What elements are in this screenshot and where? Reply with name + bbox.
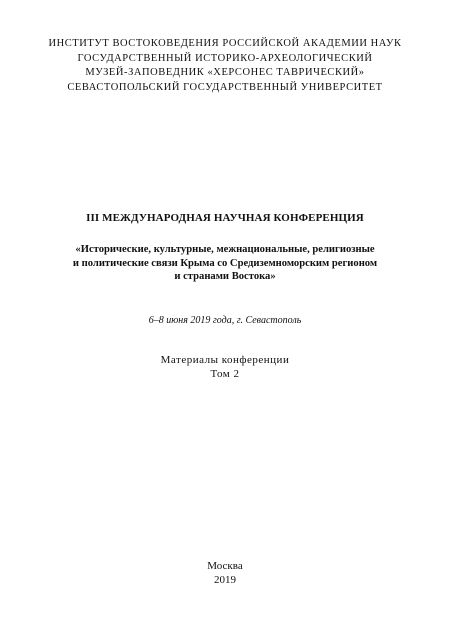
imprint-city: Москва [207, 560, 243, 572]
conference-title-line: и странами Востока» [174, 271, 276, 282]
imprint-year: 2019 [214, 574, 236, 586]
institutions-block [0, 37, 450, 95]
institution-line: МУЗЕЙ-ЗАПОВЕДНИК «ХЕРСОНЕС ТАВРИЧЕСКИЙ» [85, 67, 365, 78]
conference-title-line: и политические связи Крыма со Средиземноморским регионом [72, 257, 378, 269]
materials-label: Материалы конференции [160, 354, 290, 366]
institution-line: ГОСУДАРСТВЕННЫЙ ИСТОРИКО-АРХЕОЛОГИЧЕСКИЙ [77, 52, 373, 64]
conference-date-place: 6–8 июня 2019 года, г. Севастополь [148, 315, 302, 326]
institution-line: ИНСТИТУТ ВОСТОКОВЕДЕНИЯ РОССИЙСКОЙ АКАДЕМИИ НАУК [48, 38, 402, 49]
volume-label: Том 2 [210, 368, 240, 380]
conference-heading: III МЕЖДУНАРОДНАЯ НАУЧНАЯ КОНФЕРЕНЦИЯ [86, 212, 364, 224]
conference-title-line: «Исторические, культурные, межнациональные, религиозные [75, 244, 375, 255]
imprint-block [0, 559, 450, 587]
conference-title [0, 243, 450, 284]
publication-block [0, 353, 450, 381]
institution-line: СЕВАСТОПОЛЬСКИЙ ГОСУДАРСТВЕННЫЙ УНИВЕРСИТЕТ [67, 81, 383, 93]
